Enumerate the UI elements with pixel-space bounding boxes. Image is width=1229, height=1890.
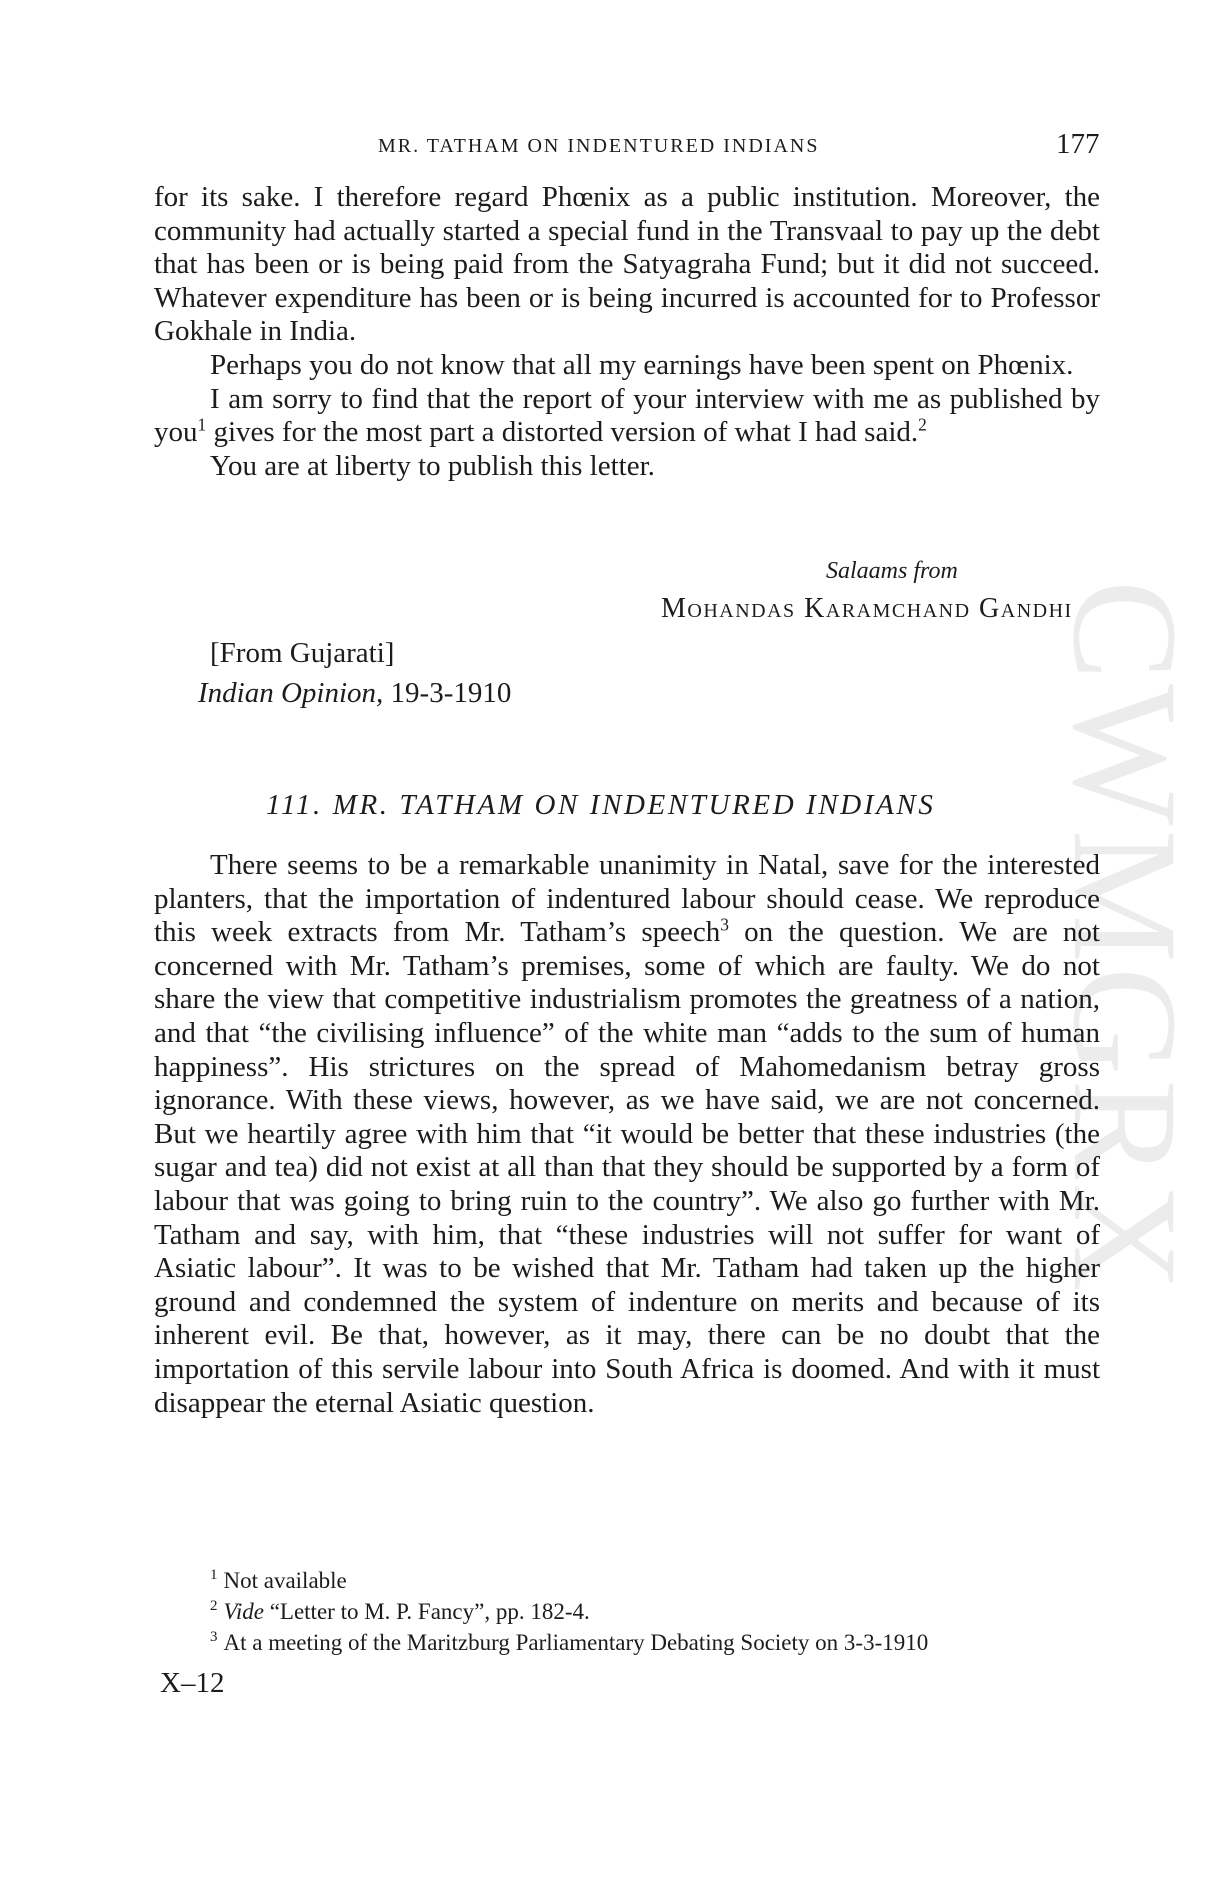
footnote [210,1596,1110,1627]
source-citation [198,633,512,713]
footnote-text: At a meeting of the Maritzburg Parliamentary Debating Society on 3-3-1910 [223,1630,929,1655]
footnote [210,1565,1110,1596]
letter-text: gives for the most part a distorted version of what I had said. [206,416,919,449]
letter-paragraph: for its sake. I therefore regard Phœnix as a public institution. Moreover, the community had actually started a special fund in the Transvaal to pay up the debt that has been or is being paid from the Satyagraha Fund; but it did not succeed. Whatever expenditure has been or is being incurred is accounted for to Professor Gokhale in India. [154,181,1100,348]
source-publication-line [198,673,511,713]
footnote [210,1627,1110,1658]
article-title: 111. MR. TATHAM ON INDENTURED INDIANS [266,789,936,821]
source-language: [From Gujarati] [210,637,395,669]
letter-paragraph [154,383,1100,450]
letter-text: I am sorry to find that the report of your interview with me as published by you [154,382,1100,449]
footnote-prefix: Vide [223,1599,264,1624]
printer-signature-mark: X–12 [160,1667,225,1699]
letter-signature: Mohandas Karamchand Gandhi [661,593,1073,624]
running-title: MR. TATHAM ON INDENTURED INDIANS [378,135,820,157]
article-text: on the question. We are not concerned with Mr. Tatham’s premises, some of which are faulty. We do not share the view that competitive industrialism promotes the greatness of a nation, and that “the civilising influence” of the white man “adds to the sum of human happiness”. His strictures on the spread of Mahomedanism betray gross ignorance. With these views, however, as we have said, we are not concerned. But we heartily agree with him that “it would be better that these industries (the sugar and tea) did not exist at all than that they should be supported by a form of labour that was going to bring ruin to the country”. We also go further with Mr. Tatham and say, with him, that “these industries will not suffer for want of Asiatic labour”. It was to be wished that Mr. Tatham had taken up the higher ground and condemned the system of indenture on merits and because of its inherent evil. Be that, however, as it may, there can be no doubt that the importation of this servile labour into South Africa is doomed. And with it must disappear the eternal Asiatic question. [154,916,1100,1419]
letter-paragraph: Perhaps you do not know that all my earnings have been spent on Phœnix. [210,348,1074,381]
letter-continuation [154,181,1100,483]
page-number: 177 [1056,128,1100,160]
letter-paragraph: You are at liberty to publish this letter. [210,449,655,482]
article-body [154,849,1100,1420]
footnote-text: “Letter to M. P. Fancy”, pp. 182-4. [263,1599,590,1624]
letter-closing: Salaams from [826,558,958,584]
source-date: 19-3-1910 [390,677,512,709]
footnote-ref: 1 [197,414,207,435]
footnote-number: 2 [210,1598,218,1615]
footnote-number: 1 [210,1567,218,1584]
footnote-text: Not available [223,1568,347,1593]
footnote-ref: 3 [720,914,729,935]
footnotes [210,1565,1110,1658]
footnote-number: 3 [210,1629,218,1646]
article-text: There seems to be a remarkable unanimity in Natal, save for the interested planters, that the importation of indentured labour should cease. We reproduce this week extracts from Mr. Tatham’s speech [154,849,1100,949]
source-publication: Indian Opinion, [198,677,384,709]
watermark: CWMGRX [1042,580,1208,1296]
article-paragraph [154,849,1100,1420]
footnote-ref: 2 [918,414,927,435]
